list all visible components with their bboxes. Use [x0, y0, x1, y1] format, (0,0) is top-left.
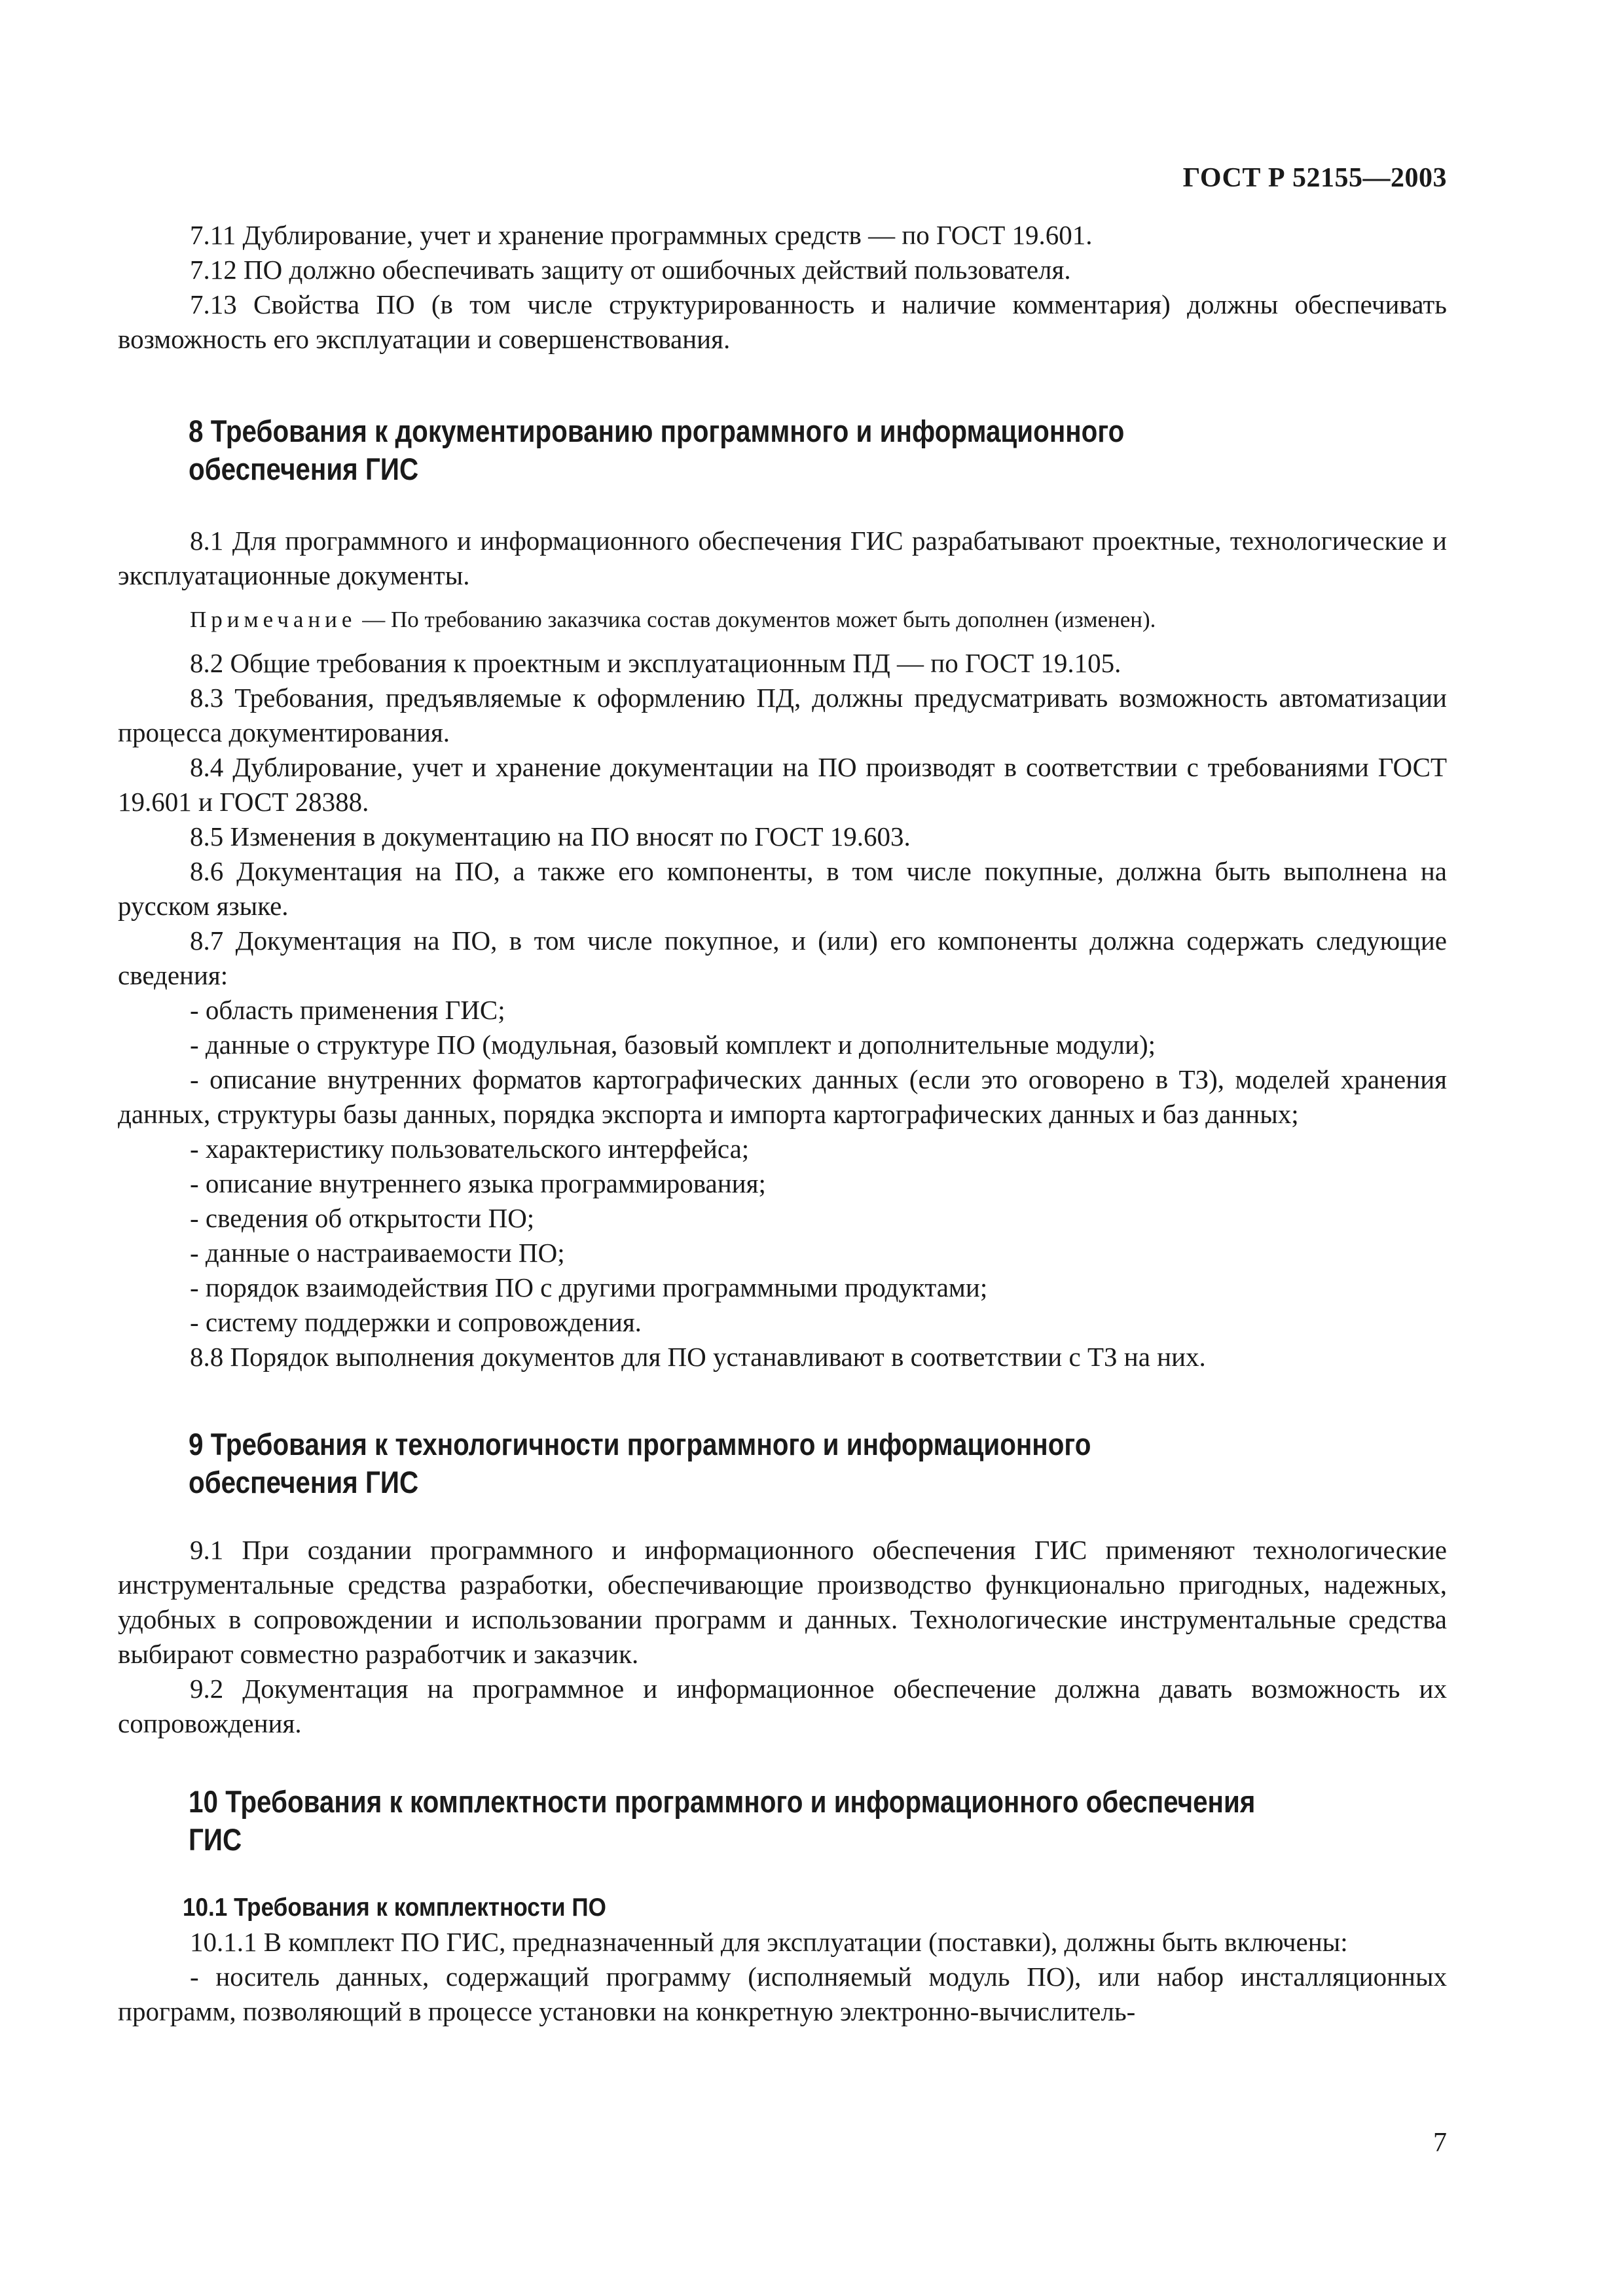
paragraph-8-3: 8.3 Требования, предъявляемые к оформлению ПД, должны предусматривать возможность автоматизации процесса документирования.: [118, 683, 1447, 747]
paragraph-8-4: 8.4 Дублирование, учет и хранение документации на ПО производят в соответствии с требованиями ГОСТ 19.601 и ГОСТ 28388.: [118, 752, 1447, 817]
paragraph-8-7: 8.7 Документация на ПО, в том числе покупное, и (или) его компоненты должна содержать следующие сведения:: [118, 925, 1447, 990]
list-item: - порядок взаимодействия ПО с другими программными продуктами;: [190, 1272, 988, 1302]
paragraph-8-6: 8.6 Документация на ПО, а также его компоненты, в том числе покупные, должна быть выполнена на русском языке.: [118, 856, 1447, 921]
list-item: - описание внутреннего языка программирования;: [190, 1168, 766, 1198]
section-7: [118, 218, 1447, 357]
section-9: [118, 1533, 1447, 1741]
list-item: - данные о настраиваемости ПО;: [190, 1238, 565, 1268]
paragraph-8-2: 8.2 Общие требования к проектным и эксплуатационным ПД — по ГОСТ 19.105.: [190, 648, 1122, 678]
note: [118, 602, 1447, 637]
paragraph-7-13: 7.13 Свойства ПО (в том числе структурированность и наличие комментария) должны обеспечивать возможность его эксплуатации и совершенствования.: [118, 289, 1447, 354]
section-9-heading: 9 Требования к технологичности программного и информационного обеспечения ГИС: [189, 1427, 1091, 1499]
note-label: Примечание: [190, 607, 357, 632]
list-item: - сведения об открытости ПО;: [190, 1203, 535, 1233]
list-item: - область применения ГИС;: [190, 995, 505, 1025]
list-item: - носитель данных, содержащий программу (исполняемый модуль ПО), или набор инсталляционных программ, позволяющий в процессе установки на конкретную электронно-вычислитель-: [118, 1962, 1447, 2026]
paragraph-8-8: 8.8 Порядок выполнения документов для ПО устанавливают в соответствии с ТЗ на них.: [190, 1342, 1206, 1372]
section-8-heading: 8 Требования к документированию программного и информационного обеспечения ГИС: [189, 414, 1125, 486]
list-item: - описание внутренних форматов картографических данных (если это оговорено в ТЗ), моделей хранения данных, структуры базы данных, порядка экспорта и импорта картографических данных и баз данных;: [118, 1064, 1447, 1129]
paragraph-9-1: 9.1 При создании программного и информационного обеспечения ГИС применяют технологические инструментальные средства разработки, обеспечивающие производство функционально пригодных, надежных, удобных в сопровождении и использовании программ и данных. Технологические инструментальные средства выбирают совместно разработчик и заказчик.: [118, 1535, 1447, 1669]
paragraph-7-12: 7.12 ПО должно обеспечивать защиту от ошибочных действий пользователя.: [190, 255, 1071, 285]
list-item: - систему поддержки и сопровождения.: [190, 1307, 642, 1337]
section-10-heading: 10 Требования к комплектности программного и информационного обеспечения ГИС: [189, 1784, 1256, 1857]
paragraph-10-1-1: 10.1.1 В комплект ПО ГИС, предназначенный для эксплуатации (поставки), должны быть включены:: [190, 1927, 1348, 1957]
paragraph-9-2: 9.2 Документация на программное и информационное обеспечение должна давать возможность их сопровождения.: [118, 1674, 1447, 1738]
paragraph-7-11: 7.11 Дублирование, учет и хранение программных средств — по ГОСТ 19.601.: [190, 220, 1093, 250]
subsection-10-1-heading: 10.1 Требования к комплектности ПО: [183, 1893, 606, 1922]
paragraph-8-1: 8.1 Для программного и информационного обеспечения ГИС разрабатывают проектные, технологические и эксплуатационные документы.: [118, 526, 1447, 590]
note-text: — По требованию заказчика состав документов может быть дополнен (изменен).: [356, 607, 1156, 632]
document-header: ГОСТ Р 52155—2003: [1182, 163, 1447, 193]
list-item: - характеристику пользовательского интерфейса;: [190, 1134, 750, 1164]
section-10: [118, 1890, 1447, 2029]
list-item: - данные о структуре ПО (модульная, базовый комплект и дополнительные модули);: [190, 1030, 1156, 1060]
page-number: 7: [1433, 2128, 1447, 2158]
section-8: [118, 524, 1447, 1374]
paragraph-8-5: 8.5 Изменения в документацию на ПО вносят по ГОСТ 19.603.: [190, 821, 911, 852]
